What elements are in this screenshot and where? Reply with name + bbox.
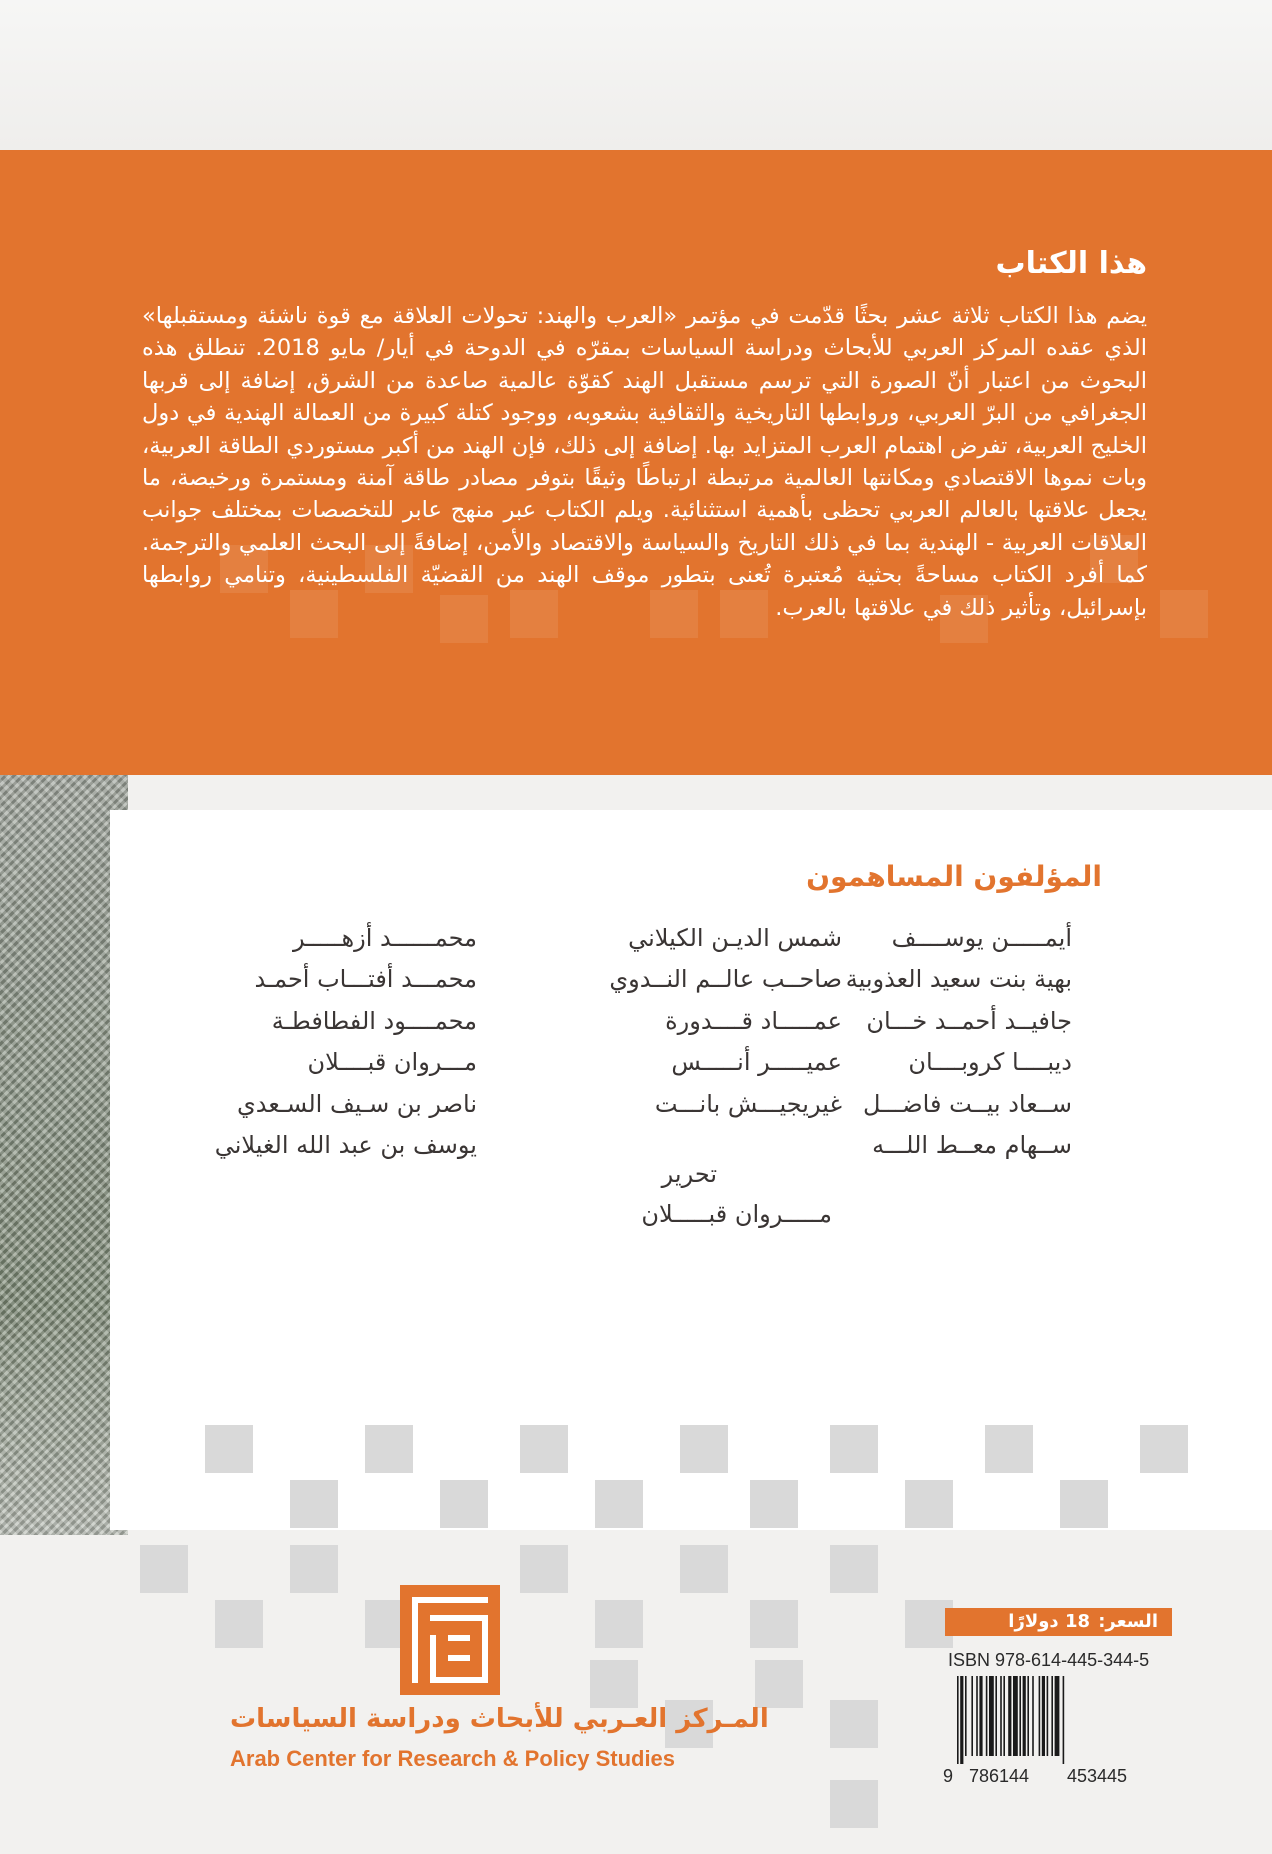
contributor-name: محمــــود الفطافطـة xyxy=(271,1006,477,1035)
barcode-digit-prefix: 9 xyxy=(943,1766,954,1786)
about-book-heading: هذا الكتاب xyxy=(995,246,1147,281)
price-badge xyxy=(945,1608,1172,1636)
about-book-description: يضم هذا الكتاب ثلاثة عشر بحثًا قدّمت في مؤتمر «العرب والهند: تحولات العلاقة مع قوة ناشئة ومستقبلها» الذي عقده المركز العربي للأبحاث ودراسة السياسات بمقرّه في الدوحة في أيار/ مايو 2018. تنطلق هذه البحوث من اعتبار أنّ الصورة التي ترسم مستقبل الهند كقوّة عالمية صاعدة من الشرق، إضافة إلى قربها الجغرافي من البرّ العربي، وروابطها التاريخية والثقافية بشعوبه، ووجود كتلة كبيرة من العمالة الهندية في دول الخليج العربية، تفرض اهتمام العرب المتزايد بها. إضافة إلى ذلك، فإن الهند من أكبر مستوردي الطاقة العربية، وبات نموها الاقتصادي ومكانتها العالمية مرتبطة ارتباطًا وثيقًا بتوفر مصادر طاقة آمنة ومستمرة ورخيصة، ما يجعل علاقتها بالعالم العربي تحظى بأهمية استثنائية. ويلم الكتاب عبر منهج عابر للتخصصات بمختلف جوانب العلاقات العربية - الهندية بما في ذلك التاريخ والسياسة والاقتصاد والأمن، إضافةً إلى البحث العلمي والترجمة. كما أفرد الكتاب مساحةً بحثية مُعتبرة تُعنى بتطور موقف الهند من القضيّة الفلسطينية، وتنامي روابطها بإسرائيل، وتأثير ذلك في علاقتها بالعرب. xyxy=(142,303,1147,621)
contributor-name: بهية بنت سعيد العذوبية xyxy=(845,965,1072,994)
contributors-column-3 xyxy=(214,918,477,1166)
publisher-name-english: Arab Center for Research & Policy Studies xyxy=(230,1746,676,1771)
contributor-name: غيريجيـــش بانـــت xyxy=(654,1089,842,1118)
textured-side-strip xyxy=(0,775,128,1535)
contributor-name: ســعاد بيــت فاضـــل xyxy=(863,1089,1072,1118)
publisher-name-arabic: المـركز العـربي للأبحاث ودراسة السياسات xyxy=(230,1704,769,1734)
barcode-digits-left: 786144 xyxy=(969,1766,1030,1786)
editor-label: تحرير xyxy=(661,1160,717,1188)
decorative-square xyxy=(1160,590,1208,638)
contributor-name: عميـــــر أنـــــس xyxy=(671,1048,842,1077)
contributors-heading: المؤلفون المساهمون xyxy=(806,860,1102,893)
price-label: السعر: xyxy=(1098,1611,1158,1632)
contributor-name: عمـــــاد قــــدورة xyxy=(665,1006,842,1035)
contributor-name: شمس الديـن الكيلاني xyxy=(628,924,842,952)
contributor-name: محمــــــد أزهـــــر xyxy=(293,924,477,952)
price-value: 18 دولارًا xyxy=(1008,1611,1090,1632)
contributor-name: ناصر بن سـيف السـعدي xyxy=(236,1089,477,1118)
publisher-logo xyxy=(400,1585,500,1695)
contributor-name: صاحــب عالــم النــدوي xyxy=(609,965,842,994)
barcode-bars xyxy=(955,1676,1165,1764)
contributor-name: ســهام معــط اللـــه xyxy=(872,1131,1072,1160)
contributor-name: جافيــد أحمــد خـــان xyxy=(866,1006,1072,1035)
isbn-text: ISBN 978-614-445-344-5 xyxy=(948,1650,1150,1670)
contributors-column-1 xyxy=(812,918,1072,1166)
editor-name: مـــــروان قبـــــلان xyxy=(641,1200,832,1228)
top-blank-area xyxy=(0,0,1272,150)
contributor-name: أيمـــــن يوســــف xyxy=(891,924,1072,952)
contributor-name: ديبــــا كروبــــان xyxy=(908,1048,1072,1077)
contributors-column-2 xyxy=(582,918,842,1125)
contributor-name: محمـــد أفتـــاب أحمـد xyxy=(254,965,477,994)
barcode-digits-right: 453445 xyxy=(1067,1766,1128,1786)
barcode xyxy=(943,1676,1165,1786)
contributor-name: مـــروان قبــــلان xyxy=(307,1048,477,1077)
contributor-name: يوسف بن عبد الله الغيلاني xyxy=(214,1131,477,1160)
